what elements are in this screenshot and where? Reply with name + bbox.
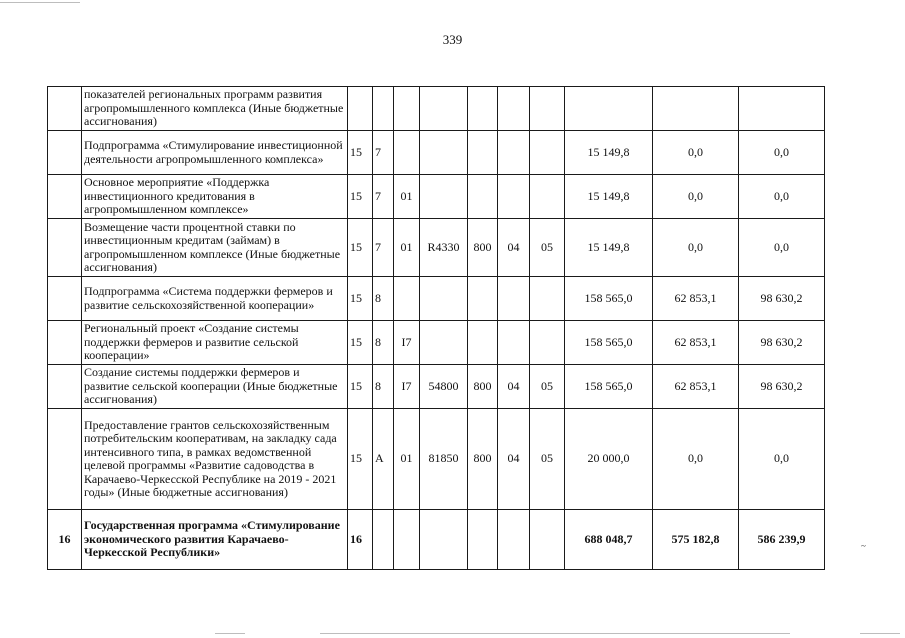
amount-year-2: 0,0: [653, 409, 739, 510]
code-ministry: 15: [348, 321, 373, 365]
amount-year-1: 688 048,7: [565, 510, 653, 570]
amount-year-2: 62 853,1: [653, 365, 739, 409]
table-row: [48, 321, 825, 365]
amount-year-1: [565, 87, 653, 131]
code-subprogram: 8: [373, 365, 394, 409]
code-section: [498, 87, 530, 131]
amount-year-2: 62 853,1: [653, 321, 739, 365]
code-event: I7: [394, 365, 420, 409]
scan-artifact-line: [860, 633, 900, 634]
amount-year-2: 575 182,8: [653, 510, 739, 570]
code-expense-type: [468, 87, 498, 131]
table-row: [48, 409, 825, 510]
code-event: [394, 87, 420, 131]
amount-year-3: 98 630,2: [739, 365, 825, 409]
code-subsection: 05: [530, 219, 565, 277]
code-direction: [420, 131, 468, 175]
code-event: [394, 131, 420, 175]
amount-year-1: 20 000,0: [565, 409, 653, 510]
code-direction: [420, 321, 468, 365]
code-event: 01: [394, 175, 420, 219]
code-section: [498, 277, 530, 321]
code-expense-type: [468, 175, 498, 219]
code-subprogram: 8: [373, 277, 394, 321]
code-ministry: 16: [348, 510, 373, 570]
table-row: [48, 365, 825, 409]
row-number: [48, 277, 82, 321]
code-event: [394, 277, 420, 321]
code-subsection: [530, 131, 565, 175]
table-row: [48, 175, 825, 219]
code-ministry: 15: [348, 131, 373, 175]
code-subsection: [530, 321, 565, 365]
code-subprogram: 8: [373, 321, 394, 365]
scan-artifact-line: [215, 633, 245, 634]
code-ministry: 15: [348, 365, 373, 409]
table-row: [48, 87, 825, 131]
code-event: 01: [394, 409, 420, 510]
code-section: [498, 510, 530, 570]
code-section: 04: [498, 409, 530, 510]
code-ministry: [348, 87, 373, 131]
code-subsection: 05: [530, 365, 565, 409]
item-name: Государственная программа «Стимулирование экономического развития Карачаево-Черкесской Республики»: [82, 510, 348, 570]
code-expense-type: [468, 510, 498, 570]
code-subsection: [530, 277, 565, 321]
table-row: [48, 219, 825, 277]
row-number: [48, 131, 82, 175]
code-subsection: [530, 87, 565, 131]
item-name: Предоставление грантов сельскохозяйственным потребительским кооперативам, на закладку сада интенсивного типа, в рамках ведомственной целевой программы «Развитие садоводства в Карачаево-Черкесской Республике на 2019 - 2021 годы» (Иные бюджетные ассигнования): [82, 409, 348, 510]
budget-table: [47, 86, 825, 570]
item-name: Создание системы поддержки фермеров и развитие сельской кооперации (Иные бюджетные ассигнования): [82, 365, 348, 409]
amount-year-1: 158 565,0: [565, 277, 653, 321]
amount-year-3: 0,0: [739, 175, 825, 219]
row-number: [48, 409, 82, 510]
row-number: [48, 321, 82, 365]
amount-year-3: 98 630,2: [739, 277, 825, 321]
code-direction: R4330: [420, 219, 468, 277]
item-name: показателей региональных программ развития агропромышленного комплекса (Иные бюджетные ассигнования): [82, 87, 348, 131]
scan-artifact-mark: ~: [861, 541, 866, 551]
amount-year-2: 0,0: [653, 219, 739, 277]
code-direction: [420, 175, 468, 219]
amount-year-3: 0,0: [739, 131, 825, 175]
code-direction: [420, 277, 468, 321]
code-subsection: [530, 510, 565, 570]
code-expense-type: [468, 277, 498, 321]
code-event: [394, 510, 420, 570]
code-section: [498, 131, 530, 175]
row-number: [48, 175, 82, 219]
table-row: [48, 277, 825, 321]
code-direction: [420, 87, 468, 131]
code-section: 04: [498, 365, 530, 409]
code-ministry: 15: [348, 409, 373, 510]
row-number: [48, 219, 82, 277]
code-expense-type: 800: [468, 219, 498, 277]
item-name: Возмещение части процентной ставки по инвестиционным кредитам (займам) в агропромышленном комплексе (Иные бюджетные ассигнования): [82, 219, 348, 277]
amount-year-3: 0,0: [739, 409, 825, 510]
amount-year-1: 15 149,8: [565, 219, 653, 277]
code-subprogram: 7: [373, 131, 394, 175]
code-ministry: 15: [348, 175, 373, 219]
item-name: Подпрограмма «Стимулирование инвестиционной деятельности агропромышленного комплекса»: [82, 131, 348, 175]
amount-year-3: 98 630,2: [739, 321, 825, 365]
code-expense-type: 800: [468, 365, 498, 409]
scan-artifact-line: [0, 2, 80, 3]
code-subprogram: А: [373, 409, 394, 510]
amount-year-3: 586 239,9: [739, 510, 825, 570]
amount-year-2: 62 853,1: [653, 277, 739, 321]
row-number: [48, 87, 82, 131]
code-subprogram: [373, 87, 394, 131]
code-section: [498, 321, 530, 365]
code-direction: 81850: [420, 409, 468, 510]
code-expense-type: [468, 131, 498, 175]
amount-year-2: [653, 87, 739, 131]
table-row-total: [48, 510, 825, 570]
amount-year-3: [739, 87, 825, 131]
scan-artifact-line: [320, 633, 790, 634]
amount-year-1: 15 149,8: [565, 175, 653, 219]
code-subsection: 05: [530, 409, 565, 510]
code-ministry: 15: [348, 277, 373, 321]
code-event: I7: [394, 321, 420, 365]
item-name: Основное мероприятие «Поддержка инвестиционного кредитования в агропромышленном комплексе»: [82, 175, 348, 219]
code-ministry: 15: [348, 219, 373, 277]
code-direction: 54800: [420, 365, 468, 409]
amount-year-1: 158 565,0: [565, 321, 653, 365]
code-subprogram: [373, 510, 394, 570]
code-expense-type: [468, 321, 498, 365]
amount-year-2: 0,0: [653, 131, 739, 175]
page-number: 339: [442, 32, 463, 47]
code-expense-type: 800: [468, 409, 498, 510]
code-section: [498, 175, 530, 219]
amount-year-1: 15 149,8: [565, 131, 653, 175]
code-subsection: [530, 175, 565, 219]
code-subprogram: 7: [373, 175, 394, 219]
item-name: Региональный проект «Создание системы поддержки фермеров и развитие сельской кооперации»: [82, 321, 348, 365]
code-subprogram: 7: [373, 219, 394, 277]
code-direction: [420, 510, 468, 570]
amount-year-1: 158 565,0: [565, 365, 653, 409]
row-number: [48, 365, 82, 409]
table-row: [48, 131, 825, 175]
code-section: 04: [498, 219, 530, 277]
amount-year-2: 0,0: [653, 175, 739, 219]
row-number: 16: [48, 510, 82, 570]
code-event: 01: [394, 219, 420, 277]
item-name: Подпрограмма «Система поддержки фермеров и развитие сельскохозяйственной кооперации»: [82, 277, 348, 321]
amount-year-3: 0,0: [739, 219, 825, 277]
